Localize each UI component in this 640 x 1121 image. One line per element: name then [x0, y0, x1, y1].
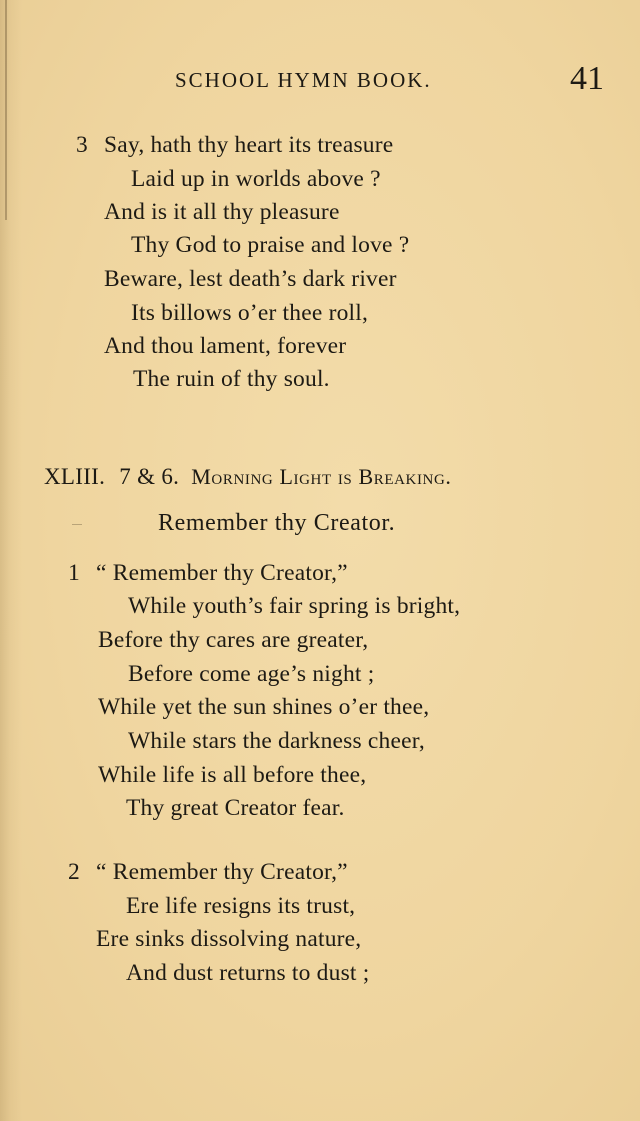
verse-line: While stars the darkness cheer,: [128, 728, 425, 754]
verse-line: Before come age’s night ;: [128, 661, 375, 687]
hymn-heading: [44, 464, 452, 490]
stanza-number: 1: [68, 560, 80, 586]
page-number: 41: [570, 60, 604, 97]
running-head: SCHOOL HYMN BOOK.: [175, 68, 432, 92]
verse-line: The ruin of thy soul.: [133, 366, 330, 392]
page-header: [0, 60, 640, 100]
verse-line: And is it all thy pleasure: [104, 199, 340, 225]
hymn-meter: 7 & 6.: [119, 464, 180, 489]
verse-line: Ere life resigns its trust,: [126, 893, 356, 919]
verse-line: And dust returns to dust ;: [126, 960, 370, 986]
page-edge-shadow: [5, 0, 7, 220]
stanza-number: 2: [68, 859, 80, 885]
verse-line: Thy great Creator fear.: [126, 795, 345, 821]
verse-line: And thou lament, forever: [104, 333, 347, 359]
verse-line: Its billows o’er thee roll,: [131, 300, 369, 326]
verse-line: Say, hath thy heart its treasure: [104, 132, 394, 158]
tune-name: Morning Light is Breaking.: [191, 464, 452, 489]
verse-line: “ Remember thy Creator,”: [96, 560, 348, 586]
verse-line: Laid up in worlds above ?: [131, 166, 381, 192]
stanza-number: 3: [76, 132, 88, 158]
hymn-number: XLIII.: [44, 464, 106, 489]
verse-line: Beware, lest death’s dark river: [104, 266, 397, 292]
verse-line: While yet the sun shines o’er thee,: [98, 694, 430, 720]
verse-line: Before thy cares are greater,: [98, 627, 369, 653]
verse-line: Thy God to praise and love ?: [131, 232, 410, 258]
verse-line: “ Remember thy Creator,”: [96, 859, 348, 885]
verse-line: While youth’s fair spring is bright,: [128, 593, 461, 619]
print-mark: [72, 524, 82, 525]
hymn-title: Remember thy Creator.: [158, 510, 396, 536]
verse-line: Ere sinks dissolving nature,: [96, 926, 362, 952]
verse-line: While life is all before thee,: [98, 762, 367, 788]
